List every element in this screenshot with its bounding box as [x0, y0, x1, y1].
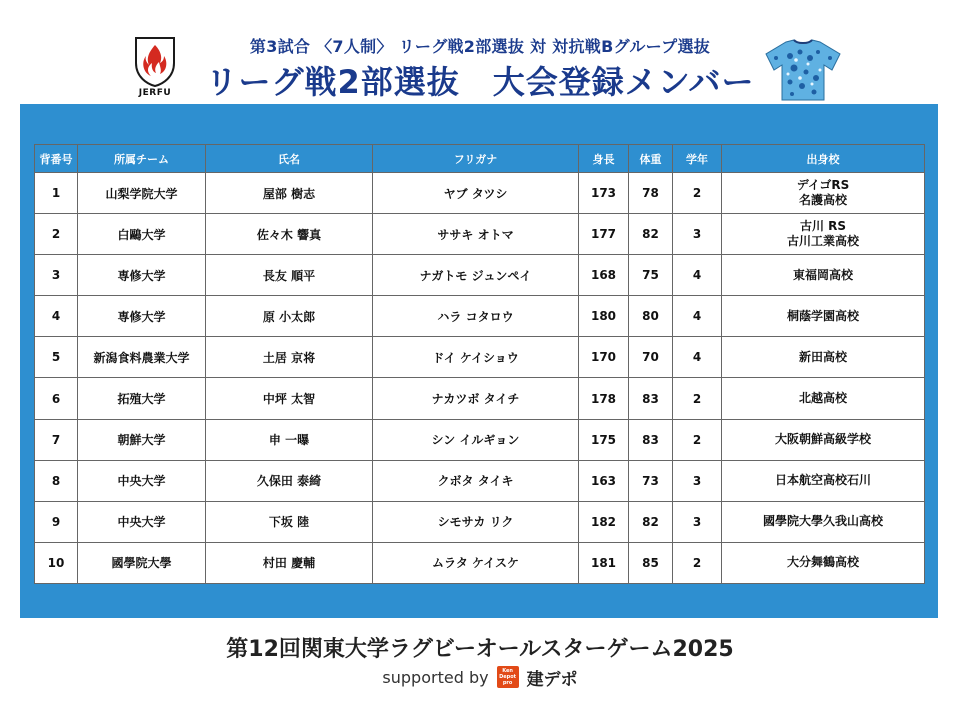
- school-line: 北越高校: [798, 391, 847, 406]
- table-row: [35, 419, 925, 460]
- col-header-name: 氏名: [206, 145, 373, 173]
- cell-weight: 83: [629, 419, 673, 460]
- cell-height: 181: [579, 542, 629, 583]
- roster-table-container: [34, 144, 924, 584]
- cell-number: 2: [35, 214, 78, 255]
- cell-kana: ドイ ケイショウ: [373, 337, 579, 378]
- cell-kana: ハラ コタロウ: [373, 296, 579, 337]
- cell-school: [722, 296, 925, 337]
- col-header-height: 身長: [579, 145, 629, 173]
- cell-number: 6: [35, 378, 78, 419]
- table-row: [35, 255, 925, 296]
- cell-height: 175: [579, 419, 629, 460]
- cell-number: 1: [35, 173, 78, 214]
- jerfu-logo: [133, 35, 177, 101]
- col-header-school: 出身校: [722, 145, 925, 173]
- cell-name: 佐々木 響真: [206, 214, 373, 255]
- cell-weight: 85: [629, 542, 673, 583]
- cell-height: 177: [579, 214, 629, 255]
- cell-kana: ムラタ ケイスケ: [373, 542, 579, 583]
- cell-number: 5: [35, 337, 78, 378]
- sponsor-logo-line: pro: [502, 680, 513, 686]
- kendepo-logo-icon: [497, 666, 519, 688]
- table-row: [35, 501, 925, 542]
- cell-school: [722, 173, 925, 214]
- cell-year: 3: [673, 460, 722, 501]
- logo-text: JERFU: [138, 88, 172, 98]
- cell-number: 7: [35, 419, 78, 460]
- cell-team: 専修大学: [78, 296, 206, 337]
- cell-team: 拓殖大学: [78, 378, 206, 419]
- table-row: [35, 460, 925, 501]
- cell-year: 2: [673, 542, 722, 583]
- cell-name: 長友 順平: [206, 255, 373, 296]
- cell-number: 3: [35, 255, 78, 296]
- table-row: [35, 214, 925, 255]
- cell-year: 3: [673, 214, 722, 255]
- cell-kana: シン イルギョン: [373, 419, 579, 460]
- school-line: 大分舞鶴高校: [786, 555, 859, 570]
- table-row: [35, 173, 925, 214]
- match-subtitle: 第3試合 〈7人制〉 リーグ戦2部選抜 対 対抗戦Bグループ選抜: [249, 37, 711, 56]
- cell-weight: 73: [629, 460, 673, 501]
- cell-kana: ヤブ タツシ: [373, 173, 579, 214]
- cell-team: 白鷗大学: [78, 214, 206, 255]
- cell-name: 村田 慶輔: [206, 542, 373, 583]
- school-line: 新田高校: [798, 349, 847, 364]
- cell-kana: ササキ オトマ: [373, 214, 579, 255]
- cell-weight: 75: [629, 255, 673, 296]
- cell-height: 170: [579, 337, 629, 378]
- col-header-kana: フリガナ: [373, 145, 579, 173]
- cell-weight: 78: [629, 173, 673, 214]
- cell-team: 専修大学: [78, 255, 206, 296]
- cell-school: [722, 214, 925, 255]
- school-line: 古川工業高校: [786, 234, 859, 249]
- cell-number: 10: [35, 542, 78, 583]
- sponsor-logo-line: Depot: [499, 674, 517, 680]
- school-line: 東福岡高校: [792, 267, 853, 282]
- cell-name: 屋部 樹志: [206, 173, 373, 214]
- cell-school: [722, 378, 925, 419]
- school-line: デイゴRS: [796, 178, 850, 193]
- table-row: [35, 296, 925, 337]
- col-header-weight: 体重: [629, 145, 673, 173]
- cell-name: 下坂 陸: [206, 501, 373, 542]
- cell-height: 168: [579, 255, 629, 296]
- school-line: 名護高校: [798, 193, 847, 208]
- cell-kana: ナカツボ タイチ: [373, 378, 579, 419]
- cell-name: 久保田 泰綺: [206, 460, 373, 501]
- rugby-jersey-icon: [764, 38, 842, 102]
- cell-school: [722, 542, 925, 583]
- cell-team: 新潟食料農業大学: [78, 337, 206, 378]
- roster-body: [35, 173, 925, 584]
- cell-number: 9: [35, 501, 78, 542]
- cell-team: 國學院大學: [78, 542, 206, 583]
- cell-school: [722, 501, 925, 542]
- school-line: 古川 RS: [799, 219, 847, 234]
- sponsor-line: [0, 664, 960, 690]
- sponsor-name: 建デポ: [526, 669, 578, 690]
- supported-by-text: supported by: [382, 667, 489, 687]
- cell-year: 2: [673, 173, 722, 214]
- cell-name: 申 一曝: [206, 419, 373, 460]
- event-title: 第12回関東大学ラグビーオールスターゲーム2025: [226, 637, 734, 662]
- cell-name: 中坪 太智: [206, 378, 373, 419]
- cell-year: 2: [673, 378, 722, 419]
- school-line: 桐蔭学園高校: [786, 308, 859, 323]
- table-row: [35, 337, 925, 378]
- cell-height: 173: [579, 173, 629, 214]
- cell-school: [722, 337, 925, 378]
- col-header-year: 学年: [673, 145, 722, 173]
- cell-year: 4: [673, 255, 722, 296]
- sponsor-logo-line: Ken: [502, 668, 513, 674]
- cell-weight: 80: [629, 296, 673, 337]
- cell-year: 3: [673, 501, 722, 542]
- cell-height: 178: [579, 378, 629, 419]
- cell-number: 4: [35, 296, 78, 337]
- cell-team: 中央大学: [78, 460, 206, 501]
- cell-name: 土居 京将: [206, 337, 373, 378]
- cell-kana: クボタ タイキ: [373, 460, 579, 501]
- cell-kana: シモサカ リク: [373, 501, 579, 542]
- cell-name: 原 小太郎: [206, 296, 373, 337]
- school-line: 大阪朝鮮高級学校: [774, 432, 871, 447]
- cell-kana: ナガトモ ジュンペイ: [373, 255, 579, 296]
- cell-weight: 82: [629, 214, 673, 255]
- table-row: [35, 378, 925, 419]
- cell-number: 8: [35, 460, 78, 501]
- col-header-team: 所属チーム: [78, 145, 206, 173]
- cell-team: 山梨学院大学: [78, 173, 206, 214]
- jerfu-flame-logo-icon: [133, 35, 177, 87]
- table-row: [35, 542, 925, 583]
- cell-weight: 70: [629, 337, 673, 378]
- cell-year: 4: [673, 337, 722, 378]
- cell-school: [722, 419, 925, 460]
- cell-school: [722, 255, 925, 296]
- cell-height: 182: [579, 501, 629, 542]
- col-header-number: 背番号: [35, 145, 78, 173]
- cell-team: 朝鮮大学: [78, 419, 206, 460]
- cell-weight: 82: [629, 501, 673, 542]
- roster-table: [34, 144, 925, 584]
- cell-height: 180: [579, 296, 629, 337]
- cell-year: 2: [673, 419, 722, 460]
- roster-board: [20, 104, 938, 618]
- table-header-row: [35, 145, 925, 173]
- cell-team: 中央大学: [78, 501, 206, 542]
- school-line: 國學院大學久我山高校: [762, 514, 883, 529]
- cell-school: [722, 460, 925, 501]
- cell-weight: 83: [629, 378, 673, 419]
- cell-year: 4: [673, 296, 722, 337]
- school-line: 日本航空高校石川: [774, 473, 871, 488]
- cell-height: 163: [579, 460, 629, 501]
- page-title: リーグ戦2部選抜 大会登録メンバー: [205, 63, 755, 101]
